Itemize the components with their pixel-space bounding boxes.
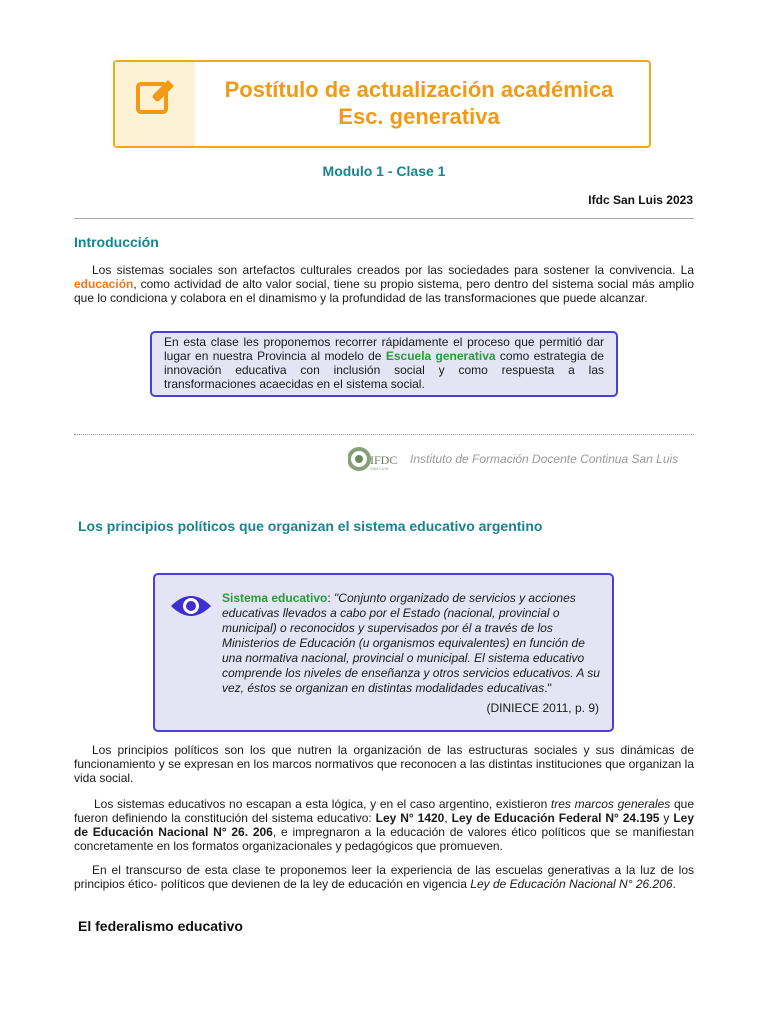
- law-1420: Ley N° 1420: [375, 811, 445, 825]
- intro-title: Introducción: [74, 234, 159, 250]
- document-title: [195, 76, 643, 130]
- edit-icon: [135, 76, 177, 118]
- callout-text-a: En esta clase les proponemos recorrer rápidamente el proceso que permitió dar lugar en nuestra Provincia al modelo de: [164, 335, 604, 363]
- p2-sep2: y: [659, 811, 674, 825]
- intro-paragraph: [74, 263, 694, 305]
- principles-paragraph-3: [74, 863, 694, 891]
- logo-text: IFDC: [370, 453, 398, 467]
- logo-subtext: SAN LUIS: [370, 466, 389, 471]
- module-label: Modulo 1 - Clase 1: [322, 163, 446, 179]
- definition-box: [153, 573, 614, 732]
- intro-highlight: educación: [74, 277, 134, 291]
- definition-colon: :: [327, 591, 335, 605]
- p2-text-c: que fueron definiendo la constitución del sistema educativo:: [74, 797, 695, 825]
- institution-year: Ifdc San Luis 2023: [588, 193, 693, 207]
- p2-text-a: Los sistemas educativos no escapan a esta lógica, y en el caso argentino, existieron: [94, 797, 551, 811]
- p2-italic: tres marcos generales: [550, 797, 671, 811]
- title-line-2: Esc. generativa: [338, 104, 500, 129]
- definition-text: [222, 591, 600, 696]
- principles-paragraph-2: [74, 797, 694, 853]
- definition-quote: "Conjunto organizado de servicios y acciones educativas llevados a cabo por el Estado (nacional, provincial o municipal) o reconocidos y supervisados por él a través de los Ministerios de Educación (u organismos equivalentes) en función de una normativa nacional, provincial o municipal. El sistema educativo comprende los niveles de enseñanza y otros servicios educativos. A su vez, éstos se organizan en distintas modalidades educativas: [222, 591, 600, 695]
- definition-citation: (DINIECE 2011, p. 9): [486, 701, 599, 715]
- p1-text: Los principios políticos son los que nutren la organización de las estructuras sociales y sus dinámicas de funcionamiento y se expresan en los marcos normativos que reconocen a las distintas instituciones que organizan la vida social.: [74, 743, 694, 785]
- header-box: [113, 60, 651, 148]
- p2-text-d: , e impregnaron a la educación de valores ético políticos que se manifiestan concretamente en los formatos organizacionales y pedagógicos que promueven.: [74, 825, 694, 853]
- callout-text-b: como estrategia de innovación educativa con inclusión social y como respuesta a las transformaciones acaecidas en el sistema social.: [164, 349, 604, 391]
- definition-quote-end: .": [544, 681, 552, 695]
- header-icon-cell: [115, 62, 195, 146]
- ifdc-logo: [348, 446, 408, 477]
- p2-sep1: ,: [444, 811, 452, 825]
- divider: [74, 218, 694, 219]
- p3-italic: Ley de Educación Nacional N° 26.206: [470, 877, 673, 891]
- title-line-1: Postítulo de actualización académica: [224, 77, 614, 102]
- p3-text-a: En el transcurso de esta clase te proponemos leer la experiencia de las escuelas generativas a la luz de los principios ético- políticos que devienen de la ley de educación en vigencia: [74, 863, 694, 891]
- eye-icon: [169, 592, 213, 620]
- institute-name: Instituto de Formación Docente Continua San Luis: [410, 452, 679, 466]
- principles-title: Los principios políticos que organizan el sistema educativo argentino: [78, 518, 543, 534]
- principles-paragraph-1: [74, 743, 694, 785]
- intro-text-a: Los sistemas sociales son artefactos culturales creados por las sociedades para sostener la convivencia. La: [92, 263, 694, 277]
- law-24195: Ley de Educación Federal N° 24.195: [451, 811, 660, 825]
- footer-divider: [74, 434, 694, 435]
- callout-box: [150, 331, 618, 397]
- federalism-title: El federalismo educativo: [78, 918, 243, 934]
- callout-highlight: Escuela generativa: [385, 349, 496, 363]
- intro-text-b: , como actividad de alto valor social, tiene su propio sistema, pero dentro del sistema social más amplio que lo condiciona y colabora en el dinamismo y la profundidad de las transformaciones que puede alcanzar.: [74, 277, 694, 305]
- definition-term: Sistema educativo: [222, 591, 328, 605]
- law-26206: Ley de Educación Nacional N° 26. 206: [74, 811, 695, 839]
- p3-text-c: .: [672, 877, 676, 891]
